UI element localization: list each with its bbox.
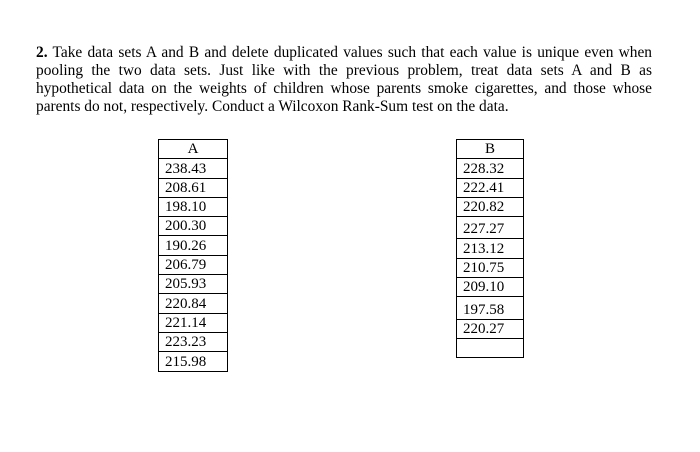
table-a-cell: 220.84 xyxy=(159,294,228,313)
table-b-cell: 210.75 xyxy=(457,258,524,277)
table-a-cell: 223.23 xyxy=(159,332,228,351)
table-b-cell: 220.82 xyxy=(457,197,524,216)
table-row xyxy=(457,197,524,216)
table-row xyxy=(457,258,524,277)
table-b-cell: 220.27 xyxy=(457,319,524,338)
table-a-cell: 238.43 xyxy=(159,159,228,178)
table-b-header: B xyxy=(457,140,524,159)
table-b-cell: 222.41 xyxy=(457,178,524,197)
table-a-cell: 198.10 xyxy=(159,197,228,216)
table-a-cell: 200.30 xyxy=(159,217,228,236)
table-b-cell: 209.10 xyxy=(457,278,524,297)
table-row xyxy=(457,338,524,357)
table-row xyxy=(159,217,228,236)
table-row xyxy=(159,332,228,351)
table-row xyxy=(159,294,228,313)
table-a-cell: 208.61 xyxy=(159,178,228,197)
table-b-cell: 227.27 xyxy=(457,217,524,239)
table-b-cell-empty xyxy=(457,338,524,357)
table-row xyxy=(159,236,228,255)
table-row xyxy=(159,178,228,197)
problem-number: 2. xyxy=(36,44,48,61)
table-row xyxy=(159,255,228,274)
table-row xyxy=(457,319,524,338)
table-a-cell: 215.98 xyxy=(159,352,228,371)
table-b-cell: 213.12 xyxy=(457,239,524,258)
table-a-header: A xyxy=(159,140,228,159)
table-header-row xyxy=(159,140,228,159)
table-a-cell: 190.26 xyxy=(159,236,228,255)
table-header-row xyxy=(457,140,524,159)
data-set-a-table xyxy=(158,139,228,372)
table-row xyxy=(159,352,228,371)
table-row xyxy=(457,297,524,319)
table-row xyxy=(457,178,524,197)
table-row xyxy=(457,278,524,297)
problem-statement xyxy=(36,44,652,116)
table-a-cell: 205.93 xyxy=(159,275,228,294)
table-a-cell: 206.79 xyxy=(159,255,228,274)
problem-text: Take data sets A and B and delete duplicated values such that each value is unique even when pooling the two data sets. Just like with the previous problem, treat data sets A and B as hypothetical data on the weights of children whose parents smoke cigarettes, and those whose parents do not, respectively. Conduct a Wilcoxon Rank-Sum test on the data. xyxy=(36,44,652,115)
table-b-cell: 228.32 xyxy=(457,159,524,178)
table-b-cell: 197.58 xyxy=(457,297,524,319)
table-row xyxy=(159,313,228,332)
table-row xyxy=(159,275,228,294)
table-a-cell: 221.14 xyxy=(159,313,228,332)
table-row xyxy=(457,239,524,258)
table-row xyxy=(457,217,524,239)
table-row xyxy=(159,197,228,216)
table-row xyxy=(159,159,228,178)
table-row xyxy=(457,159,524,178)
data-set-b-table xyxy=(456,139,524,358)
